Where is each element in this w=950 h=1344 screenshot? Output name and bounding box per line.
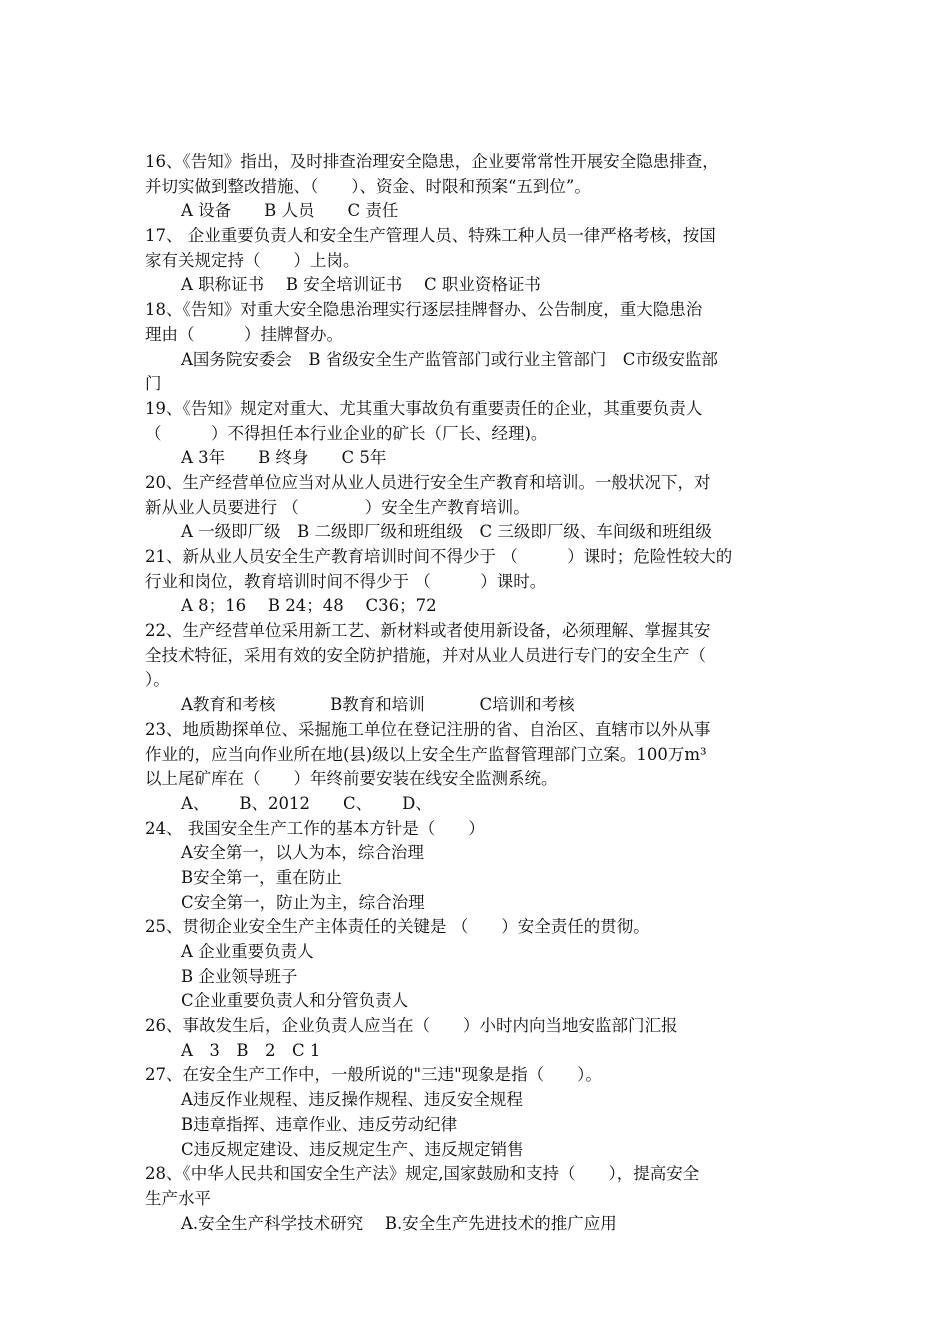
answer-options-line: C违反规定建设、违反规定生产、违反规定销售 xyxy=(181,1139,524,1159)
question-text-line: 20、生产经营单位应当对从业人员进行安全生产教育和培训。一般状况下，对 xyxy=(145,472,711,492)
answer-options-line: A 3 B 2 C 1 xyxy=(181,1040,321,1060)
question-text-line: ）。 xyxy=(145,670,170,690)
question-text-line: 22、生产经营单位采用新工艺、新材料或者使用新设备，必须理解、掌握其安 xyxy=(145,621,711,641)
question-text-line: 生产水平 xyxy=(145,1188,211,1208)
question-text-line: 作业的，应当向作业所在地(县)级以上安全生产监督管理部门立案。100万m³ xyxy=(145,744,707,764)
question-text-line: （ ）不得担任本行业企业的矿长（厂长、经理)。 xyxy=(145,423,548,443)
question-text-line: 门 xyxy=(145,374,162,394)
question-text-line: 18、《告知》对重大安全隐患治理实行逐层挂牌督办、公告制度，重大隐患治 xyxy=(145,300,703,320)
answer-options-line: A国务院安委会 B 省级安全生产监管部门或行业主管部门 C市级安监部 xyxy=(181,349,718,369)
question-text-line: 全技术特征，采用有效的安全防护措施，并对从业人员进行专门的安全生产（ xyxy=(145,645,706,665)
answer-options-line: C企业重要负责人和分管负责人 xyxy=(181,991,409,1011)
answer-options-line: A 企业重要负责人 xyxy=(181,942,314,961)
question-text-line: 行业和岗位，教育培训时间不得少于 （ ）课时。 xyxy=(145,571,547,591)
answer-options-line: A.安全生产科学技术研究 B.安全生产先进技术的推广应用 xyxy=(181,1213,617,1233)
answer-options-line: C安全第一，防止为主，综合治理 xyxy=(181,892,425,912)
answer-options-line: A 8；16 B 24；48 C36；72 xyxy=(181,596,437,616)
question-text-line: 19、《告知》规定对重大、尤其重大事故负有重要责任的企业，其重要负责人 xyxy=(145,398,703,418)
document-page xyxy=(145,150,805,1236)
answer-options-line: A 职称证书 B 安全培训证书 C 职业资格证书 xyxy=(181,275,541,295)
answer-options-line: B违章指挥、违章作业、违反劳动纪律 xyxy=(181,1114,458,1134)
answer-options-line: A教育和考核 B教育和培训 C培训和考核 xyxy=(181,695,575,715)
question-text-line: 24、 我国安全生产工作的基本方针是（ ） xyxy=(145,818,485,838)
question-text-line: 17、 企业重要负责人和安全生产管理人员、特殊工种人员一律严格考核，按国 xyxy=(145,226,716,246)
question-text-line: 27、在安全生产工作中，一般所说的"三违"现象是指（ ）。 xyxy=(145,1065,602,1085)
question-text-line: 16、《告知》指出，及时排查治理安全隐患，企业要常常性开展安全隐患排查， xyxy=(145,152,719,171)
answer-options-line: A 设备 B 人员 C 责任 xyxy=(181,201,399,221)
answer-options-line: A 3年 B 终身 C 5年 xyxy=(181,448,387,468)
answer-options-line: A 一级即厂级 B 二级即厂级和班组级 C 三级即厂级、车间级和班组级 xyxy=(181,522,712,542)
answer-options-line: B安全第一，重在防止 xyxy=(181,867,342,887)
question-text-line: 并切实做到整改措施、（ ）、资金、时限和预案“五到位”。 xyxy=(145,176,591,196)
question-text-line: 28、《中华人民共和国安全生产法》规定,国家鼓励和支持（ ），提高安全 xyxy=(145,1164,700,1184)
question-text-line: 21、新从业人员安全生产教育培训时间不得少于 （ ）课时；危险性较大的 xyxy=(145,547,733,566)
answer-options-line: B 企业领导班子 xyxy=(181,966,298,986)
answer-options-line: A违反作业规程、违反操作规程、违反安全规程 xyxy=(181,1090,523,1110)
question-text-line: 新从业人员要进行 （ ）安全生产教育培训。 xyxy=(145,497,530,517)
question-text-line: 理由（ ）挂牌督办。 xyxy=(145,324,343,344)
question-text-line: 25、贯彻企业安全生产主体责任的关键是 （ ）安全责任的贯彻。 xyxy=(145,917,650,937)
answer-options-line: A安全第一，以人为本，综合治理 xyxy=(181,843,424,863)
question-text-line: 26、事故发生后，企业负责人应当在（ ）小时内向当地安监部门汇报 xyxy=(145,1016,678,1036)
answer-options-line: A、 B、2012 C、 D、 xyxy=(181,793,432,813)
question-text-line: 以上尾矿库在（ ）年终前要安装在线安全监测系统。 xyxy=(145,769,558,789)
question-text-line: 23、地质勘探单位、采掘施工单位在登记注册的省、自治区、直辖市以外从事 xyxy=(145,719,711,739)
question-text-line: 家有关规定持（ ）上岗。 xyxy=(145,250,360,270)
